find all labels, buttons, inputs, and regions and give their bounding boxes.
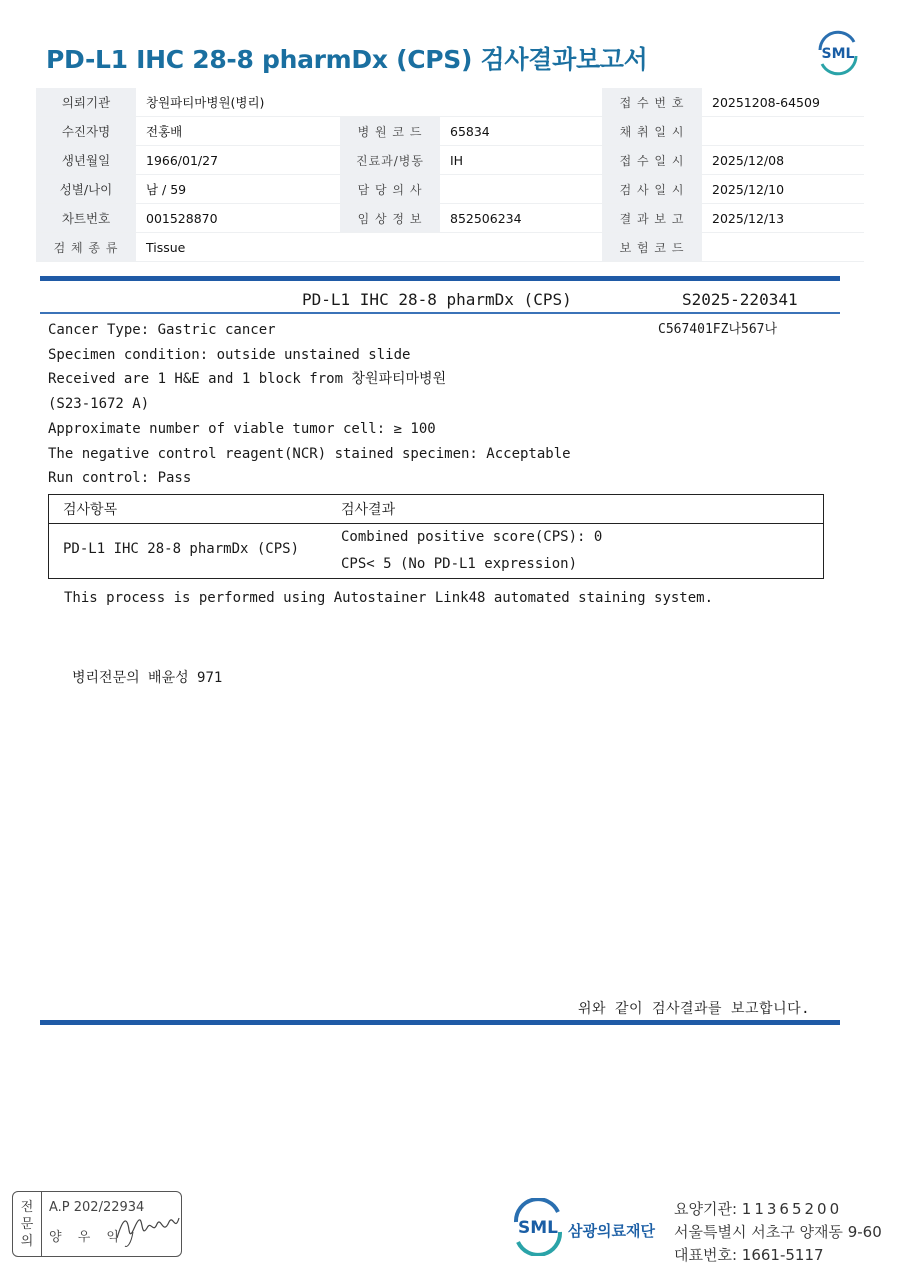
info-label	[340, 88, 440, 117]
sml-footer-logo	[510, 1198, 566, 1256]
info-value: IH	[440, 146, 602, 175]
test-item: PD-L1 IHC 28-8 pharmDx (CPS)	[63, 541, 300, 557]
finding-line: The negative control reagent(NCR) stained specimen: Acceptable	[48, 445, 571, 462]
info-label: 검 사 일 시	[602, 175, 702, 204]
cps-score: Combined positive score(CPS): 0	[341, 529, 603, 545]
process-note: This process is performed using Autostainer Link48 automated staining system.	[64, 590, 714, 606]
bottom-divider	[40, 1020, 840, 1025]
org-contact: 요양기관: 11365200 서울특별시 서초구 양재동 9-60 대표번호: 1661-5117	[674, 1200, 882, 1264]
info-label: 접 수 번 호	[602, 88, 702, 117]
info-label	[340, 233, 440, 262]
info-value	[440, 233, 602, 262]
org-name: 삼광의료재단	[568, 1222, 655, 1240]
stamp-name: 양 우 익	[49, 1230, 125, 1245]
info-row	[36, 204, 864, 233]
cps-interpretation: CPS< 5 (No PD-L1 expression)	[341, 556, 578, 572]
info-label: 검 체 종 류	[36, 233, 136, 262]
info-value: 남 / 59	[136, 175, 340, 204]
org-address: 서울특별시 서초구 양재동 9-60	[674, 1223, 882, 1241]
finding-line: Cancer Type: Gastric cancer	[48, 322, 276, 338]
stamp-side-label: 전 문 의	[13, 1192, 42, 1256]
info-label: 임 상 정 보	[340, 204, 440, 233]
report-heading: PD-L1 IHC 28-8 pharmDx (CPS)	[302, 290, 572, 309]
info-value: 1966/01/27	[136, 146, 340, 175]
svg-text:SML: SML	[518, 1218, 558, 1238]
report-code: S2025-220341	[682, 290, 798, 309]
info-value: 852506234	[440, 204, 602, 233]
info-label: 진료과/병동	[340, 146, 440, 175]
info-value: 20251208-64509	[702, 88, 864, 117]
result-table	[48, 494, 824, 579]
finding-line: Run control: Pass	[48, 470, 192, 487]
svg-text:SML: SML	[821, 46, 855, 62]
thin-divider	[40, 312, 840, 314]
finding-line: (S23-1672 A)	[48, 396, 150, 413]
info-label: 담 당 의 사	[340, 175, 440, 204]
test-result-header: 검사결과	[341, 502, 396, 518]
info-value	[702, 233, 864, 262]
pathologist: 병리전문의 배윤성 971	[72, 670, 223, 686]
info-row	[36, 146, 864, 175]
info-value	[440, 88, 602, 117]
institution-code: 11365200	[741, 1200, 843, 1218]
info-value: 65834	[440, 117, 602, 146]
info-value	[702, 117, 864, 146]
info-value: 2025/12/10	[702, 175, 864, 204]
info-row	[36, 175, 864, 204]
info-row	[36, 88, 864, 117]
info-value: 전홍배	[136, 117, 340, 146]
test-item-header: 검사항목	[63, 502, 118, 518]
result-table-header	[49, 495, 823, 524]
info-value: Tissue	[136, 233, 340, 262]
report-subcode: C567401FZ나567나	[658, 322, 778, 337]
report-title: PD-L1 IHC 28-8 pharmDx (CPS) 검사결과보고서	[46, 45, 648, 74]
info-value	[440, 175, 602, 204]
info-value: 창원파티마병원(병리)	[136, 88, 340, 117]
report-findings	[48, 318, 571, 491]
info-label: 성별/나이	[36, 175, 136, 204]
info-label: 의뢰기관	[36, 88, 136, 117]
info-row	[36, 233, 864, 262]
info-label: 접 수 일 시	[602, 146, 702, 175]
info-label: 보 험 코 드	[602, 233, 702, 262]
info-label: 수진자명	[36, 117, 136, 146]
info-label: 생년월일	[36, 146, 136, 175]
info-label: 채 취 일 시	[602, 117, 702, 146]
finding-line: Approximate number of viable tumor cell: ≥ 100	[48, 420, 436, 437]
stamp-license: A.P 202/22934	[49, 1200, 145, 1215]
handwritten-signature	[113, 1208, 183, 1250]
info-label: 차트번호	[36, 204, 136, 233]
top-divider	[40, 276, 840, 281]
info-value: 2025/12/13	[702, 204, 864, 233]
info-value: 2025/12/08	[702, 146, 864, 175]
closing-statement: 위와 같이 검사결과를 보고합니다.	[578, 1001, 811, 1017]
signature-stamp	[12, 1191, 182, 1257]
info-label: 병 원 코 드	[340, 117, 440, 146]
finding-line: Specimen condition: outside unstained slide	[48, 346, 411, 363]
info-label: 결 과 보 고	[602, 204, 702, 233]
patient-info-table	[36, 88, 864, 262]
finding-line: Received are 1 H&E and 1 block from 창원파티마병원	[48, 371, 447, 388]
sml-logo	[814, 30, 862, 76]
info-row	[36, 117, 864, 146]
info-value: 001528870	[136, 204, 340, 233]
org-phone: 1661-5117	[741, 1246, 824, 1264]
